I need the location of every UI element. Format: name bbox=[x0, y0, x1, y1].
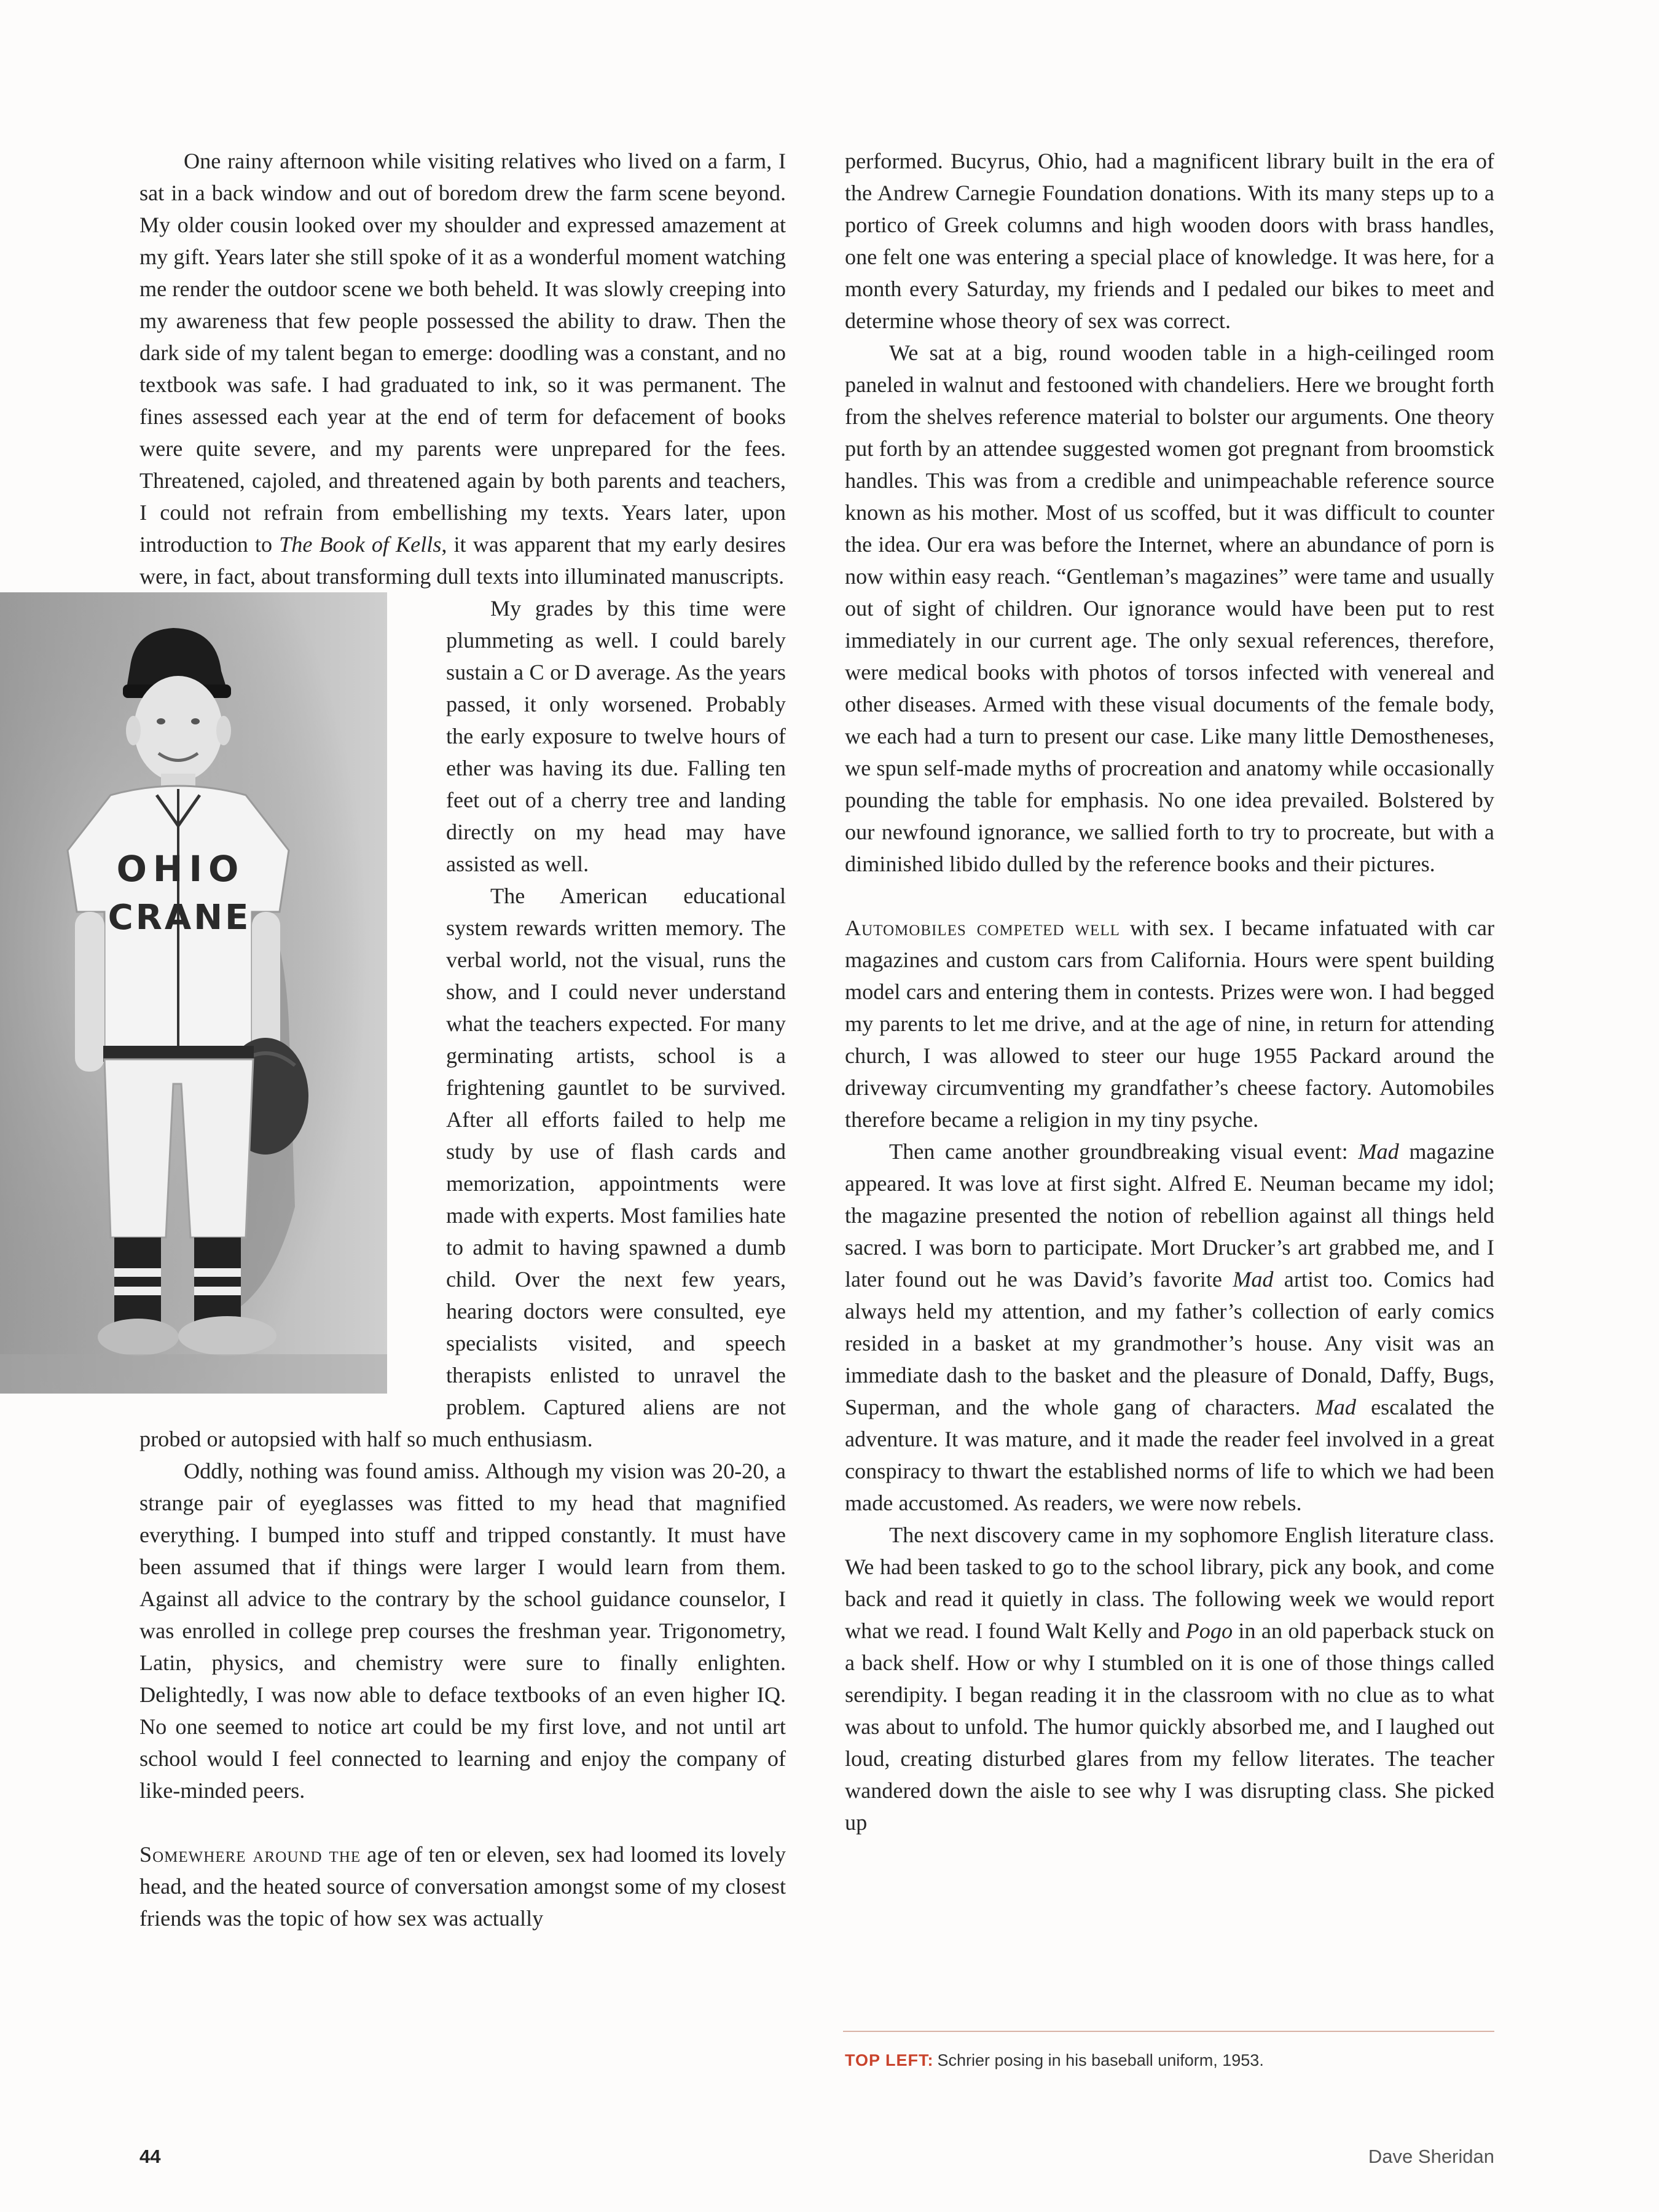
magazine-title: Mad bbox=[1315, 1395, 1356, 1419]
paragraph: The next discovery came in my sophomore English literature class. We had been tasked to go to the school library, pick any book, and come back and read it quietly in class. The following week we would report what we read. I found Walt Kelly and Pogo in an old paperback stuck on a back shelf. How or why I stumbled on it is one of those things called serendipity. I began reading it in the classroom with no clue as to what was about to unfold. The humor quickly absorbed me, and I laughed out loud, creating disturbed glares from my fellow literates. The teacher wandered down the aisle to see why I was disrupting class. She picked up bbox=[845, 1523, 1495, 1835]
paragraph: Oddly, nothing was found amiss. Although my vision was 20-20, a strange pair of eyeglasses was fitted to my head that magnified everything. I bumped into stuff and tripped constantly. It must have been assumed that if things were larger I would learn from them. Against all advice to the contrary by the school guidance counselor, I was enrolled in college prep courses the freshman year. Trigonometry, Latin, physics, and chemistry were sure to finally enlighten. Delightedly, I was now able to deface textbooks of an even higher IQ. No one seemed to notice art could be my first love, and not until art school would I feel connected to learning and enjoy the company of like-minded peers. bbox=[139, 1459, 786, 1803]
caption-divider bbox=[843, 2031, 1494, 2032]
section-lead-in: Automobiles competed well bbox=[845, 916, 1120, 940]
magazine-title: Mad bbox=[1233, 1267, 1274, 1292]
paragraph: My grades by this time were plummeting as well. I could barely sustain a C or D average. As the years passed, it only worsened. Probably the early exposure to twelve hours of ether was having its due. Falling ten feet out of a cherry tree and landing directly on my head may have assisted as well. bbox=[446, 596, 786, 876]
caption-label: TOP LEFT: bbox=[845, 2051, 934, 2069]
paragraph: Then came another groundbreaking visual event: Mad magazine appeared. It was love at first sight. Alfred E. Neuman became my idol; the magazine presented the notion of rebellion against all things held sacred. I was born to participate. Mort Drucker’s art grabbed me, and I later found out he was David’s favorite Mad artist too. Comics had always held my attention, and my father’s collection of early comics resided in a basket at my grandmother’s house. Any visit was an immediate dash to the basket and the pleasure of Donald, Daffy, Bugs, Superman, and the whole gang of characters. Mad escalated the adventure. It was mature, and it made the reader feel involved in a great conspiracy to thwart the established norms of life to which we had been made accustomed. As readers, we were now rebels. bbox=[845, 1139, 1494, 1515]
caption-text: Schrier posing in his baseball uniform, 1953. bbox=[937, 2051, 1264, 2069]
left-text-column bbox=[108, 145, 786, 1934]
author-name: Dave Sheridan bbox=[1368, 2146, 1494, 2167]
right-text-column bbox=[845, 145, 1494, 1838]
book-title: The Book of Kells bbox=[279, 532, 442, 557]
page-number: 44 bbox=[139, 2146, 161, 2167]
paragraph: Automobiles competed well with sex. I became infatuated with car magazines and custom cars from California. Hours were spent building model cars and entering them in contests. Prizes were won. I had begged my parents to let me drive, and at the age of nine, in return for attending church, I was allowed to steer our huge 1955 Packard around the driveway circumventing my grandfather’s cheese factory. Automobiles therefore became a religion in my tiny psyche. bbox=[845, 916, 1494, 1132]
photo-caption bbox=[845, 2051, 1494, 2070]
paragraph: The American educational system rewards written memory. The verbal world, not the visual, runs the show, and I could never understand what the teachers expected. For many germinating artists, school is a frightening gauntlet to be survived. After all efforts failed to help me study by use of flash cards and memorization, appointments were made with experts. Most families hate to admit to having spawned a dumb child. Over the next few years, hearing doctors were consulted, eye specialists visited, and speech therapists enlisted to unravel the problem. Captured aliens are not probed or autopsied with half so much enthusiasm. bbox=[139, 884, 786, 1451]
section-lead-in: Somewhere around the bbox=[139, 1842, 361, 1867]
boy-in-baseball-uniform-image bbox=[0, 592, 387, 1394]
paragraph: We sat at a big, round wooden table in a high-ceilinged room paneled in walnut and festooned with chandeliers. Here we brought forth from the shelves reference material to bolster our arguments. One theory put forth by an attendee suggested women got pregnant from broomstick handles. This was from a credible and unimpeachable reference source known as his mother. Most of us scoffed, but it was difficult to counter the idea. Our era was before the Internet, where an abundance of porn is now within easy reach. “Gentleman’s magazines” were tame and usually out of sight of children. Our ignorance would have been put to rest immediately in our current age. The only sexual references, therefore, were medical books with photos of torsos infected with venereal and other diseases. Armed with these visual documents of the female body, we each had a turn to present our case. Like many little Demostheneses, we spun self-made myths of procreation and anatomy while occasionally pounding the table for emphasis. No one idea prevailed. Bolstered by our newfound ignorance, we sallied forth to try to procreate, but with a diminished libido dulled by the reference books and their pictures. bbox=[845, 340, 1494, 876]
comic-title: Pogo bbox=[1185, 1618, 1233, 1643]
paragraph: One rainy afternoon while visiting relatives who lived on a farm, I sat in a back window and out of boredom drew the farm scene beyond. My older cousin looked over my shoulder and expressed amazement at my gift. Years later she still spoke of it as a wonderful moment watching me render the outdoor scene we both beheld. It was slowly creeping into my awareness that few people possessed the ability to draw. Then the dark side of my talent began to emerge: doodling was a constant, and no textbook was safe. I had graduated to ink, so it was permanent. The fines assessed each year at the end of term for defacement of books were quite severe, and my parents were unprepared for the fees. Threatened, cajoled, and threatened again by both parents and teachers, I could not refrain from embellishing my texts. Years later, upon introduction to The Book of Kells, it was apparent that my early desires were, in fact, about transforming dull texts into illuminated manuscripts. bbox=[139, 149, 786, 589]
jersey-text-ohio: OHIO bbox=[116, 848, 245, 890]
jersey-text-crane: CRANE bbox=[108, 898, 251, 938]
paragraph: performed. Bucyrus, Ohio, had a magnificent library built in the era of the Andrew Carnegie Foundation donations. With its many steps up to a portico of Greek columns and high wooden doors with brass handles, one felt one was entering a special place of knowledge. It was here, for a month every Saturday, my friends and I pedaled our bikes to meet and determine whose theory of sex was correct. bbox=[845, 149, 1494, 333]
paragraph: Somewhere around the age of ten or eleven, sex had loomed its lovely head, and the heated source of conversation amongst some of my closest friends was the topic of how sex was actually bbox=[139, 1842, 786, 1931]
magazine-title: Mad bbox=[1358, 1139, 1399, 1164]
baseball-photo bbox=[0, 592, 387, 1394]
